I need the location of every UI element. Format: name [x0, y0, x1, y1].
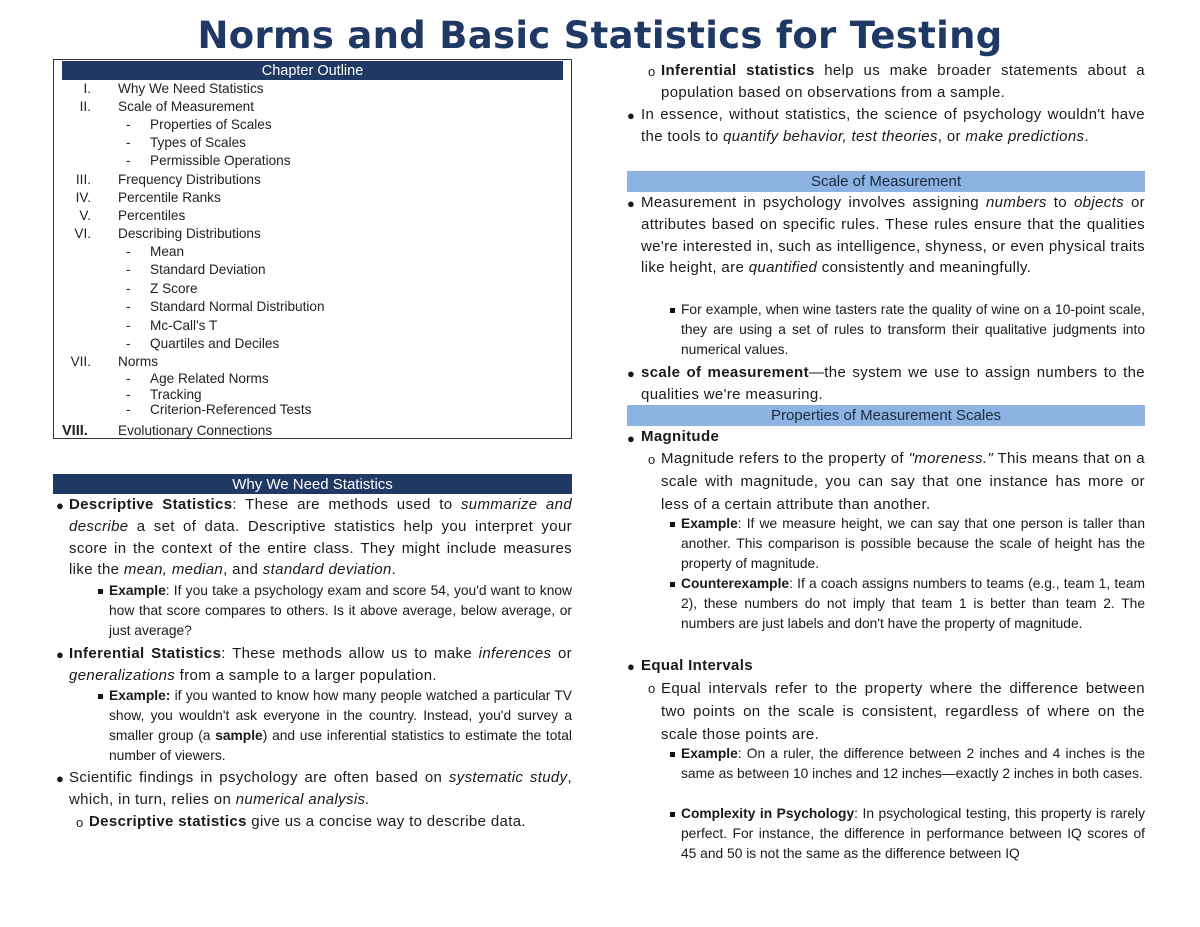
outline-item-label: Tracking — [150, 387, 202, 402]
paragraph-scientific-findings: Scientific findings in psychology are often based on systematic study, which, in turn, relies on numerical analysis. — [69, 769, 572, 808]
bullet-icon: ● — [627, 431, 635, 446]
paragraph-example-tv-show: Example: if you wanted to know how many people watched a particular TV show, you wouldn't ask everyone in the country. Instead, you'd survey a smaller group (a sample) and use inferential statistics to estimate the total number of viewers. — [109, 688, 572, 763]
square-bullet-icon — [670, 812, 675, 817]
outline-item-label: Z Score — [150, 281, 198, 296]
paragraph-scale-of-measurement-definition: scale of measurement—the system we use to assign numbers to the qualities we're measuring. — [641, 364, 1145, 403]
bullet-icon: ● — [627, 196, 635, 211]
paragraph-ruler-example: Example: On a ruler, the difference between 2 inches and 4 inches is the same as between 10 inches and 12 inches—exactly 2 inches in both cases. — [681, 746, 1145, 781]
outline-item-label: Age Related Norms — [150, 371, 269, 386]
circle-bullet-icon: o — [648, 452, 656, 467]
bullet-icon: ● — [627, 659, 635, 674]
paragraph-example-exam: Example: If you take a psychology exam and score 54, you'd want to know how that score compares to others. Is it above average, below average, or just average? — [109, 583, 572, 638]
chapter-outline-box — [53, 59, 572, 439]
outline-item-number: II. — [79, 99, 91, 114]
heading-equal-intervals: Equal Intervals — [641, 657, 753, 674]
outline-item-label: Describing Distributions — [118, 226, 261, 241]
outline-item-number: - — [126, 387, 131, 402]
square-bullet-icon — [98, 694, 103, 699]
outline-item-label: Standard Normal Distribution — [150, 299, 325, 314]
paragraph-magnitude: Magnitude refers to the property of "moreness." This means that on a scale with magnitude, you can say that one instance has more or less of a certain attribute than another. — [661, 450, 1145, 513]
bullet-icon: ● — [56, 498, 64, 513]
circle-bullet-icon: o — [648, 64, 656, 79]
outline-item-number: - — [126, 336, 131, 351]
bullet-icon: ● — [56, 647, 64, 662]
outline-item-number: I. — [83, 81, 91, 96]
paragraph-counterexample: Counterexample: If a coach assigns numbers to teams (e.g., team 1, team 2), these numbers do not imply that team 1 is better than team 2. The numbers are just labels and don't have the property of magnitude. — [681, 576, 1145, 631]
outline-item-number: - — [126, 281, 131, 296]
outline-item-number: - — [126, 402, 131, 417]
outline-item-number: - — [126, 153, 131, 168]
outline-item-label: Norms — [118, 354, 159, 369]
heading-magnitude: Magnitude — [641, 428, 720, 445]
outline-item-number: - — [126, 135, 131, 150]
bullet-icon: ● — [56, 771, 64, 786]
outline-item-number: III. — [75, 172, 91, 187]
section-header-scale-of-measurement: Scale of Measurement — [627, 171, 1145, 192]
outline-item-number: - — [126, 371, 131, 386]
bullet-icon: ● — [627, 366, 635, 381]
outline-item-label: Mc-Call's T — [150, 318, 218, 333]
paragraph-descriptive-statistics: Descriptive Statistics: These are methods used to summarize and describe a set of data. Descriptive statistics help you interpret your score in the context of the entire class. They might include measures like the mean, median, and standard deviation. — [69, 496, 573, 579]
section-header-properties: Properties of Measurement Scales — [627, 405, 1145, 426]
outline-item-number: - — [126, 299, 131, 314]
outline-item-number: V. — [79, 208, 91, 223]
outline-item-label: Percentile Ranks — [118, 190, 221, 205]
outline-item-number: - — [126, 262, 131, 277]
outline-item-number: VII. — [70, 354, 91, 369]
paragraph-in-essence: In essence, without statistics, the science of psychology wouldn't have the tools to quantify behavior, test theories, or make predictions. — [641, 106, 1145, 145]
paragraph-complexity: Complexity in Psychology: In psychological testing, this property is rarely perfect. For instance, the difference in performance between IQ scores of 45 and 50 is not the same as the difference between IQ — [681, 806, 1146, 861]
outline-item-number: - — [126, 117, 131, 132]
outline-item-label: Properties of Scales — [150, 117, 272, 132]
outline-item-label: Types of Scales — [150, 135, 246, 150]
outline-item-label: Criterion-Referenced Tests — [150, 402, 312, 417]
outline-item-number: VI. — [74, 226, 91, 241]
outline-item-label: Standard Deviation — [150, 262, 266, 277]
paragraph-inferential-broader: Inferential statistics help us make broader statements about a population based on observations from a sample. — [661, 62, 1145, 101]
page-title: Norms and Basic Statistics for Testing — [197, 14, 1003, 57]
outline-item-label: Frequency Distributions — [118, 172, 261, 187]
square-bullet-icon — [670, 308, 675, 313]
circle-bullet-icon: o — [76, 815, 84, 830]
outline-item-label: Scale of Measurement — [118, 99, 255, 114]
circle-bullet-icon: o — [648, 681, 656, 696]
paragraph-inferential-statistics: Inferential Statistics: These methods allow us to make inferences or generalizations from a sample to a larger population. — [69, 645, 572, 684]
outline-item-number: VIII. — [62, 423, 88, 439]
section-header-why-statistics: Why We Need Statistics — [53, 474, 572, 494]
chapter-outline-header: Chapter Outline — [62, 61, 563, 80]
paragraph-measurement: Measurement in psychology involves assigning numbers to objects or attributes based on specific rules. These rules ensure that the qualities we're interested in, such as intelligence, shyness, or even physical traits like height, are quantified consistently and meaningfully. — [641, 194, 1145, 277]
paragraph-magnitude-example: Example: If we measure height, we can say that one person is taller than another. This comparison is possible because the scale of height has the property of magnitude. — [681, 516, 1145, 571]
outline-item-label: Permissible Operations — [150, 153, 291, 168]
outline-item-label: Quartiles and Deciles — [150, 336, 280, 351]
outline-item-number: - — [126, 244, 131, 259]
square-bullet-icon — [670, 752, 675, 757]
paragraph-descriptive-concise: Descriptive statistics give us a concise way to describe data. — [89, 813, 526, 830]
paragraph-equal-intervals: Equal intervals refer to the property where the difference between two points on the scale is consistent, regardless of where on the scale those points are. — [661, 680, 1145, 743]
square-bullet-icon — [670, 522, 675, 527]
outline-item-number: IV. — [75, 190, 91, 205]
square-bullet-icon — [98, 589, 103, 594]
square-bullet-icon — [670, 582, 675, 587]
outline-item-label: Evolutionary Connections — [118, 423, 273, 438]
outline-item-label: Why We Need Statistics — [118, 81, 264, 96]
outline-item-label: Mean — [150, 244, 185, 259]
paragraph-wine-example: For example, when wine tasters rate the quality of wine on a 10-point scale, they are using a set of rules to transform their qualitative judgments into numerical values. — [681, 302, 1145, 357]
outline-item-number: - — [126, 318, 131, 333]
bullet-icon: ● — [627, 108, 635, 123]
outline-item-label: Percentiles — [118, 208, 186, 223]
